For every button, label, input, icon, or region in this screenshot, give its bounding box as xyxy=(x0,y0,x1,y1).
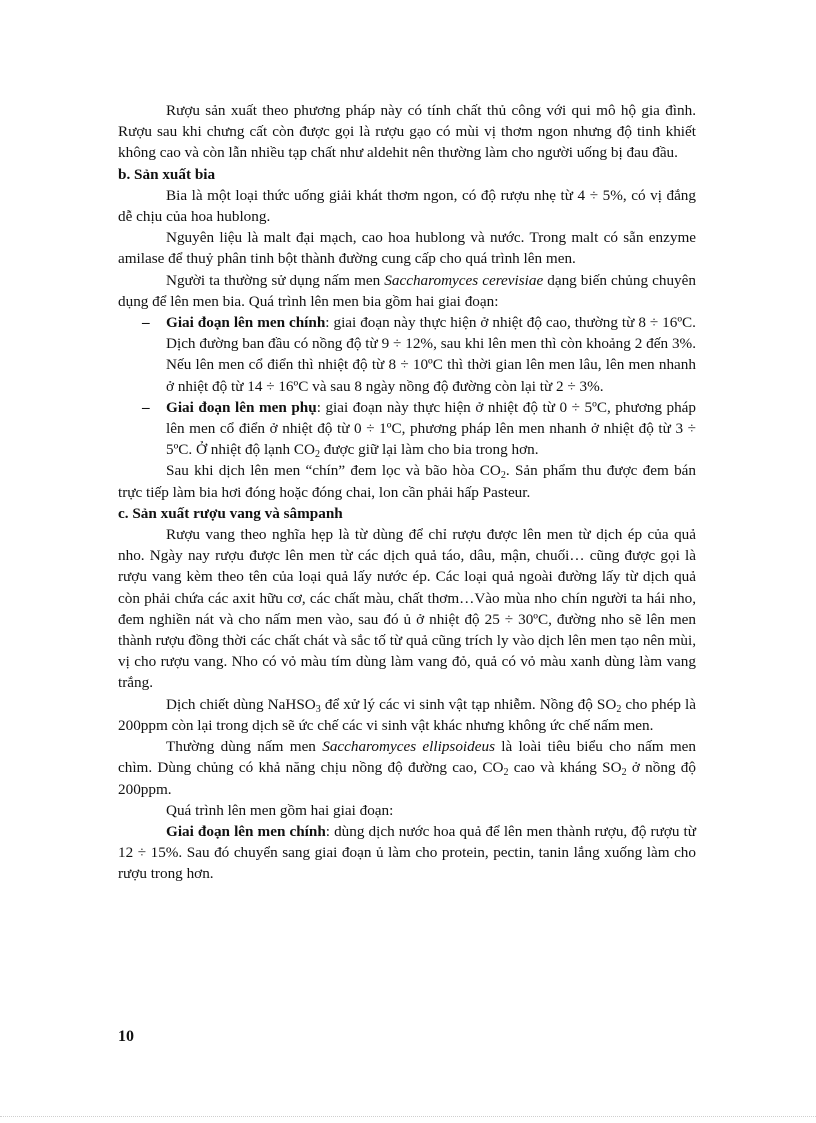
list-item-secondary-fermentation: – Giai đoạn lên men phụ: giai đoạn này thực hiện ở nhiệt độ từ 0 ÷ 5ºC, phương pháp lên men cổ điển ở nhiệt độ từ 0 ÷ 1ºC, phương pháp lên men nhanh ở nhiệt độ từ 3 ÷ 5ºC. Ở nhiệt độ lạnh $CO_2$ được giữ lại làm cho bia trong hơn. xyxy=(142,398,697,461)
bullet-title: Giai đoạn lên men chính xyxy=(166,314,326,332)
heading-beer-production: b. Sản xuất bia xyxy=(118,165,216,183)
page-bottom-divider xyxy=(0,1116,816,1117)
bullet-title: Giai đoạn lên men phụ xyxy=(166,398,317,416)
paragraph-wine-yeast: Thường dùng nấm men Saccharomyces ellipsoideus là loài tiêu biểu cho nấm men chìm. Dùng chủng có khả năng chịu nồng độ đường cao, $CO_2$ cao và kháng $SO_2$ ở nồng độ 200ppm. xyxy=(118,738,696,798)
paragraph-beer-filtering: Sau khi dịch lên men “chín” đem lọc và bão hòa $CO_2$. Sản phẩm thu được đem bán trực tiếp làm bia hơi đóng hoặc đóng chai, lon cần phải hấp Pasteur. xyxy=(118,462,696,501)
paragraph-wine-main-fermentation: Giai đoạn lên men chính: dùng dịch nước hoa quả để lên men thành rượu, độ rượu từ 12 ÷ 15%. Sau đó chuyển sang giai đoạn ủ làm cho protein, pectin, tanin lắng xuống làm cho rượu trong hơn. xyxy=(118,822,696,883)
paragraph-beer-ingredients: Nguyên liệu là malt đại mạch, cao hoa hublong và nước. Trong malt có sẵn enzyme amilase để thuỷ phân tinh bột thành đường cung cấp cho quá trình lên men. xyxy=(118,229,696,268)
bullet-dash: – xyxy=(142,314,150,332)
page-number: 10 xyxy=(118,1028,134,1045)
paragraph-beer-yeast: Người ta thường sử dụng nấm men Saccharomyces cerevisiae dạng biến chủng chuyên dụng để lên men bia. Quá trình lên men bia gồm hai giai đoạn: xyxy=(118,271,696,310)
paragraph-wine-intro: Rượu vang theo nghĩa hẹp là từ dùng để chỉ rượu được lên men từ dịch ép của quả nho. Ngày nay rượu được lên men từ các dịch quả táo, dâu, mận, chuối… cũng được gọi là rượu vang kèm theo tên của loại quả lấy nước ép. Các loại quả ngoài đường lấy từ dịch quả còn phải chứa các axit hữu cơ, các chất màu, chất thơm…Vào mùa nho chín người ta hái nho, đem nghiền nát và cho nấm men vào, sau đó ủ ở nhiệt độ 25 ÷ 30ºC, đường nho sẽ lên men thành rượu đồng thời các chất chát và sắc tố từ quả cũng trích ly vào dịch lên men tạo nên mùi, vị cho rượu vang. Nho có vỏ màu tím dùng làm vang đỏ, quả có vỏ màu xanh dùng làm vang trắng. xyxy=(118,526,696,692)
stage-title: Giai đoạn lên men chính xyxy=(166,822,326,840)
species-name: Saccharomyces cerevisiae xyxy=(384,271,544,289)
page-body xyxy=(118,100,696,885)
heading-wine-production: c. Sản xuất rượu vang và sâmpanh xyxy=(118,504,343,522)
species-name: Saccharomyces ellipsoideus xyxy=(322,738,495,756)
paragraph-wine-stages: Quá trình lên men gồm hai giai đoạn: xyxy=(166,801,394,819)
paragraph-beer-intro: Bia là một loại thức uống giải khát thơm ngon, có độ rượu nhẹ từ 4 ÷ 5%, có vị đắng dễ chịu của hoa hublong. xyxy=(118,186,696,226)
paragraph-rice-wine: Rượu sản xuất theo phương pháp này có tính chất thủ công với qui mô hộ gia đình. Rượu sau khi chưng cất còn được gọi là rượu gạo có mùi vị thơm ngon nhưng độ tinh khiết không cao và còn lẫn nhiều tạp chất như aldehit nên thường làm cho người uống bị đau đầu. xyxy=(118,102,696,162)
paragraph-wine-sulfite: Dịch chiết dùng NaHSO$_3$ để xử lý các vi sinh vật tạp nhiễm. Nồng độ $SO_2$ cho phép là 200ppm còn lại trong dịch sẽ ức chế các vi sinh vật khác nhưng không ức chế nấm men. xyxy=(118,695,696,734)
bullet-dash: – xyxy=(142,398,150,416)
list-item-main-fermentation: – Giai đoạn lên men chính: giai đoạn này thực hiện ở nhiệt độ cao, thường từ 8 ÷ 16ºC. Dịch đường ban đầu có nồng độ từ 9 ÷ 12%, sau khi lên men thì còn khoảng 2 đến 3%. Nếu lên men cổ điển thì nhiệt độ từ 8 ÷ 10ºC thì thời gian lên men lâu, lên men nhanh ở nhiệt độ từ 14 ÷ 16ºC và sau 8 ngày nồng độ đường còn lại từ 2 ÷ 3%. xyxy=(142,314,696,395)
